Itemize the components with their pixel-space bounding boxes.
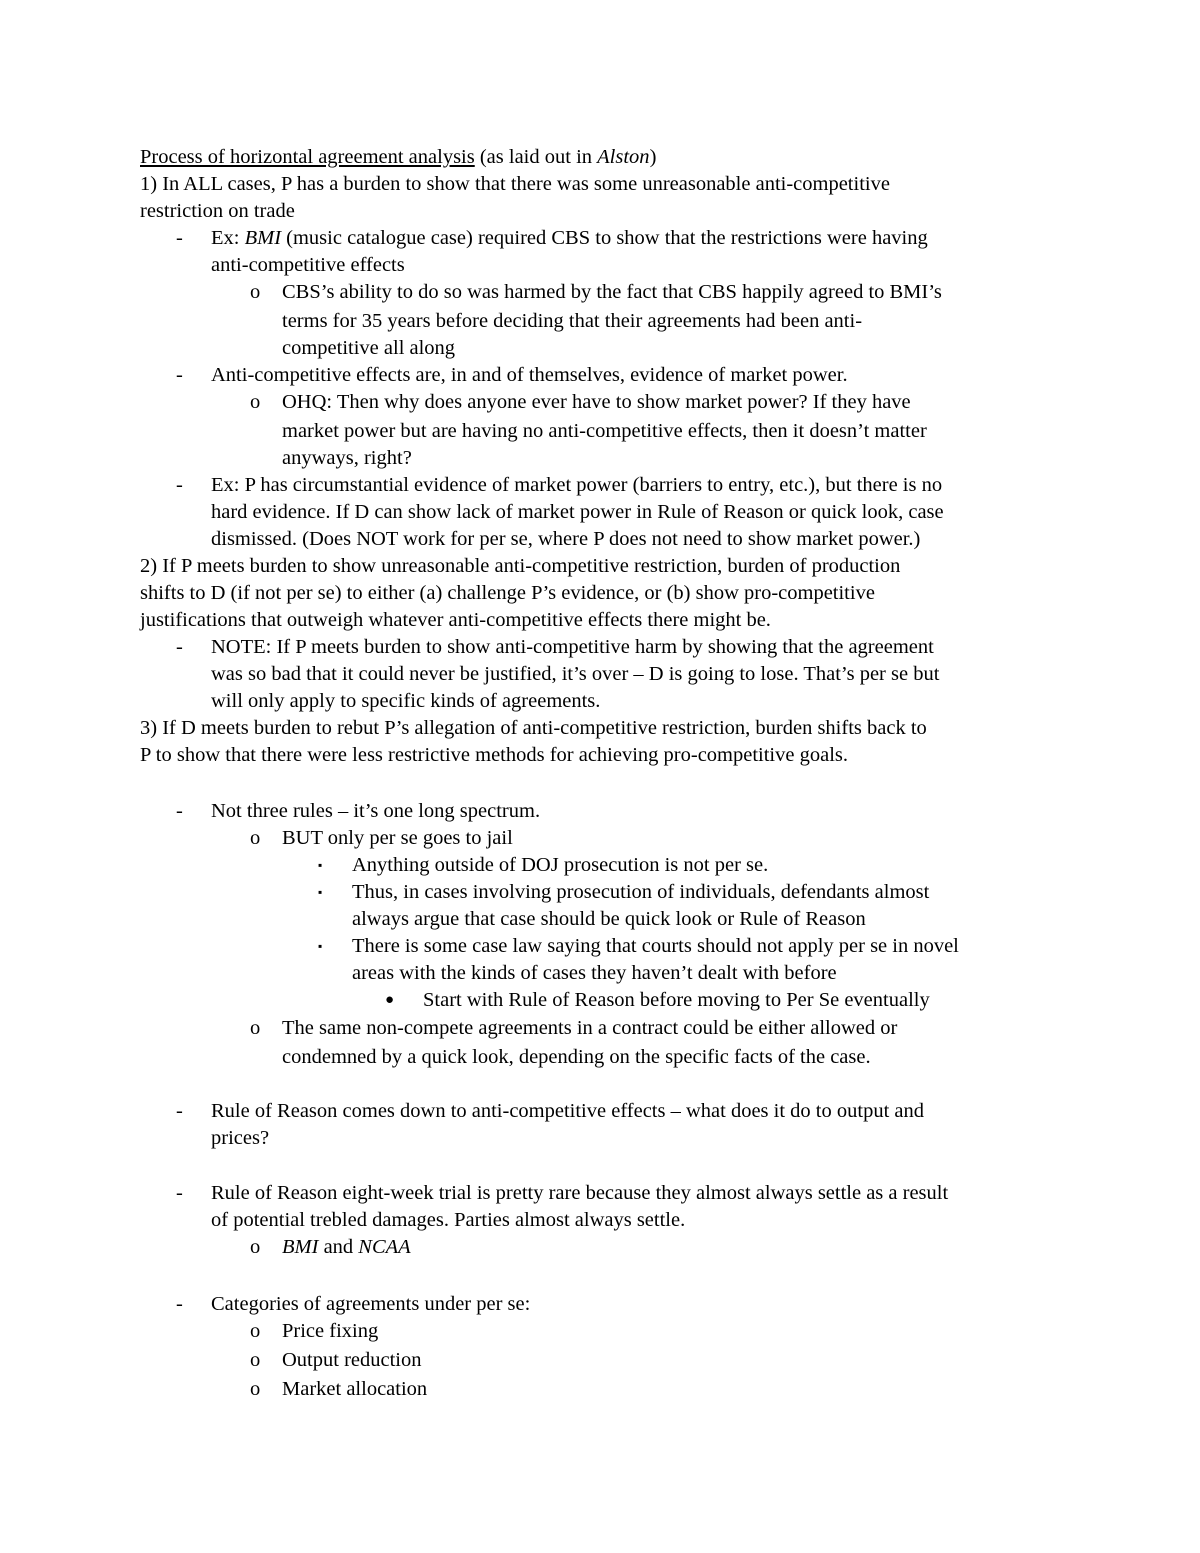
sub-bullet-ohq: OHQ: Then why does anyone ever have to show market power? If they have: [282, 391, 911, 413]
step-three-cont: P to show that there were less restrictive methods for achieving pro-competitive goals.: [140, 744, 849, 766]
sub-bullet-cbs: CBS’s ability to do so was harmed by the fact that CBS happily agreed to BMI’s: [282, 281, 942, 303]
bullet-trial-rare: Rule of Reason eight-week trial is pretty rare because they almost always settle as a result: [211, 1182, 949, 1204]
step-two: 2) If P meets burden to show unreasonable anti-competitive restriction, burden of production: [140, 555, 901, 577]
text-run: Ex:: [211, 227, 245, 249]
circle-bullet: o: [250, 827, 261, 849]
square-item-case-law: There is some case law saying that courts should not apply per se in novel: [352, 935, 959, 957]
dash-bullet: -: [176, 1293, 183, 1315]
circle-bullet: o: [250, 281, 261, 303]
bullet-rule-of-reason-effects-cont: prices?: [211, 1127, 270, 1149]
dash-bullet: -: [176, 474, 183, 496]
document-heading: [140, 144, 656, 170]
square-item-defendants-cont: always argue that case should be quick look or Rule of Reason: [352, 908, 866, 930]
sub-bullet-cbs-cont: competitive all along: [282, 337, 456, 359]
dash-bullet: -: [176, 800, 183, 822]
category-output-reduction: Output reduction: [282, 1349, 422, 1371]
dash-bullet: -: [176, 1182, 183, 1204]
circle-bullet: o: [250, 391, 261, 413]
step-two-cont: justifications that outweigh whatever anti-competitive effects there might be.: [140, 609, 771, 631]
text-run: (music catalogue case) required CBS to show that the restrictions were having: [281, 227, 928, 249]
dash-bullet: -: [176, 364, 183, 386]
sub-bullet-non-compete-cont: condemned by a quick look, depending on the specific facts of the case.: [282, 1046, 871, 1068]
circle-bullet: o: [250, 1320, 261, 1342]
dot-bullet: ●: [385, 992, 395, 1008]
bullet-spectrum: Not three rules – it’s one long spectrum.: [211, 800, 541, 822]
bullet-trial-rare-cont: of potential trebled damages. Parties almost always settle.: [211, 1209, 686, 1231]
sub-bullet-cases: [282, 1234, 411, 1260]
step-two-cont: shifts to D (if not per se) to either (a) challenge P’s evidence, or (b) show pro-competitive: [140, 582, 875, 604]
circle-bullet: o: [250, 1349, 261, 1371]
step-one: 1) In ALL cases, P has a burden to show that there was some unreasonable anti-competitive: [140, 173, 890, 195]
step-three: 3) If D meets burden to rebut P’s allegation of anti-competitive restriction, burden shifts back to: [140, 717, 927, 739]
bullet-circumstantial: Ex: P has circumstantial evidence of market power (barriers to entry, etc.), but there is no: [211, 474, 943, 496]
circle-bullet: o: [250, 1378, 261, 1400]
square-item-case-law-cont: areas with the kinds of cases they haven’t dealt with before: [352, 962, 837, 984]
heading-close: ): [649, 146, 657, 168]
case-name-bmi: BMI: [282, 1236, 319, 1258]
bullet-circumstantial-cont: dismissed. (Does NOT work for per se, where P does not need to show market power.): [211, 528, 921, 550]
bullet-note-per-se: NOTE: If P meets burden to show anti-competitive harm by showing that the agreement: [211, 636, 934, 658]
case-name-bmi: BMI: [244, 227, 282, 249]
bullet-bmi-example-cont: anti-competitive effects: [211, 254, 405, 276]
sub-bullet-ohq-cont: market power but are having no anti-competitive effects, then it doesn’t matter: [282, 420, 927, 442]
dot-item-rule-of-reason: Start with Rule of Reason before moving to Per Se eventually: [423, 989, 930, 1011]
dash-bullet: -: [176, 636, 183, 658]
heading-suffix: (as laid out in: [474, 146, 598, 168]
sub-bullet-cbs-cont: terms for 35 years before deciding that their agreements had been anti-: [282, 310, 863, 332]
case-name-ncaa: NCAA: [358, 1236, 411, 1258]
bullet-circumstantial-cont: hard evidence. If D can show lack of market power in Rule of Reason or quick look, case: [211, 501, 944, 523]
square-item-defendants: Thus, in cases involving prosecution of individuals, defendants almost: [352, 881, 930, 903]
circle-bullet: o: [250, 1017, 261, 1039]
square-bullet: ▪: [318, 939, 323, 953]
circle-bullet: o: [250, 1236, 261, 1258]
square-bullet: ▪: [318, 858, 323, 872]
bullet-bmi-example: [211, 225, 928, 251]
dash-bullet: -: [176, 227, 183, 249]
bullet-note-per-se-cont: was so bad that it could never be justified, it’s over – D is going to lose. That’s per se but: [211, 663, 940, 685]
heading-underlined: Process of horizontal agreement analysis: [140, 146, 475, 168]
sub-bullet-ohq-cont: anyways, right?: [282, 447, 412, 469]
step-one-cont: restriction on trade: [140, 200, 295, 222]
bullet-anticompetitive-effects: Anti-competitive effects are, in and of themselves, evidence of market power.: [211, 364, 848, 386]
sub-bullet-jail: BUT only per se goes to jail: [282, 827, 513, 849]
square-bullet: ▪: [318, 885, 323, 899]
square-item-doj: Anything outside of DOJ prosecution is not per se.: [352, 854, 769, 876]
category-market-allocation: Market allocation: [282, 1378, 428, 1400]
category-price-fixing: Price fixing: [282, 1320, 379, 1342]
bullet-categories: Categories of agreements under per se:: [211, 1293, 531, 1315]
bullet-rule-of-reason-effects: Rule of Reason comes down to anti-competitive effects – what does it do to output and: [211, 1100, 924, 1122]
sub-bullet-non-compete: The same non-compete agreements in a contract could be either allowed or: [282, 1017, 898, 1039]
case-name-alston: Alston: [597, 146, 650, 168]
bullet-note-per-se-cont: will only apply to specific kinds of agreements.: [211, 690, 601, 712]
dash-bullet: -: [176, 1100, 183, 1122]
text-run: and: [318, 1236, 359, 1258]
